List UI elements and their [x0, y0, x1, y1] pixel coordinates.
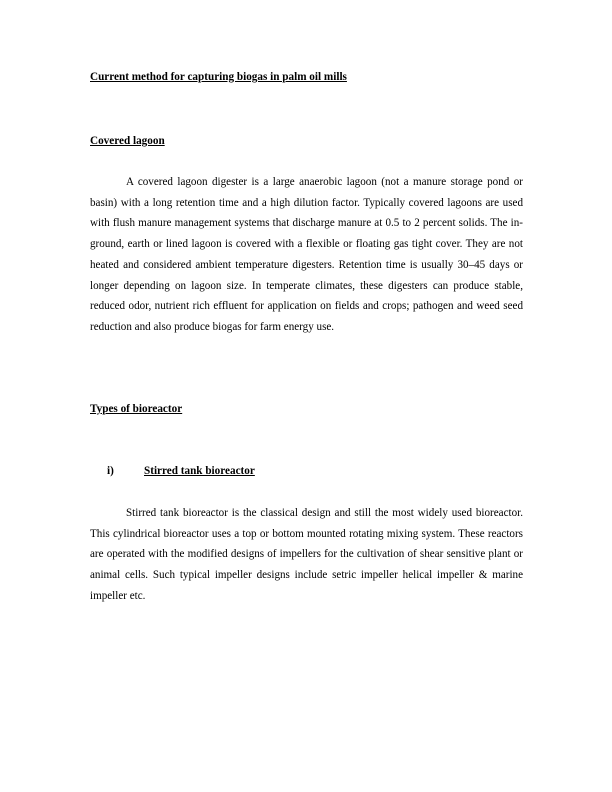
stirred-tank-heading: Stirred tank bioreactor: [144, 465, 255, 477]
list-marker: i): [107, 465, 114, 477]
covered-lagoon-paragraph: A covered lagoon digester is a large anaerobic lagoon (not a manure storage pond or basin) with a long retention time and a high dilution factor. Typically covered lagoons are used with flush manure management systems that discharge manure at 0.5 to 2 percent solids. The in-ground, earth or lined lagoon is covered with a flexible or floating gas tight cover. They are not heated and considered ambient temperature digesters. Retention time is usually 30–45 days or longer depending on lagoon size. In temperate climates, these digesters can produce stable, reduced odor, nutrient rich effluent for application on fields and crops; pathogen and weed seed reduction and also produce biogas for farm energy use.: [90, 176, 523, 333]
stirred-tank-paragraph: Stirred tank bioreactor is the classical design and still the most widely used bioreactor. This cylindrical bioreactor uses a top or bottom mounted rotating mixing system. These reactors are operated with the modified designs of impellers for the cultivation of shear sensitive plant or animal cells. Such typical impeller designs include setric impeller helical impeller & marine impeller etc.: [90, 507, 523, 602]
list-item-stirred-tank: [107, 465, 255, 477]
main-heading: Current method for capturing biogas in palm oil mills: [90, 71, 347, 83]
section-heading-types-of-bioreactor: Types of bioreactor: [90, 403, 183, 415]
section-heading-covered-lagoon: Covered lagoon: [90, 135, 165, 147]
